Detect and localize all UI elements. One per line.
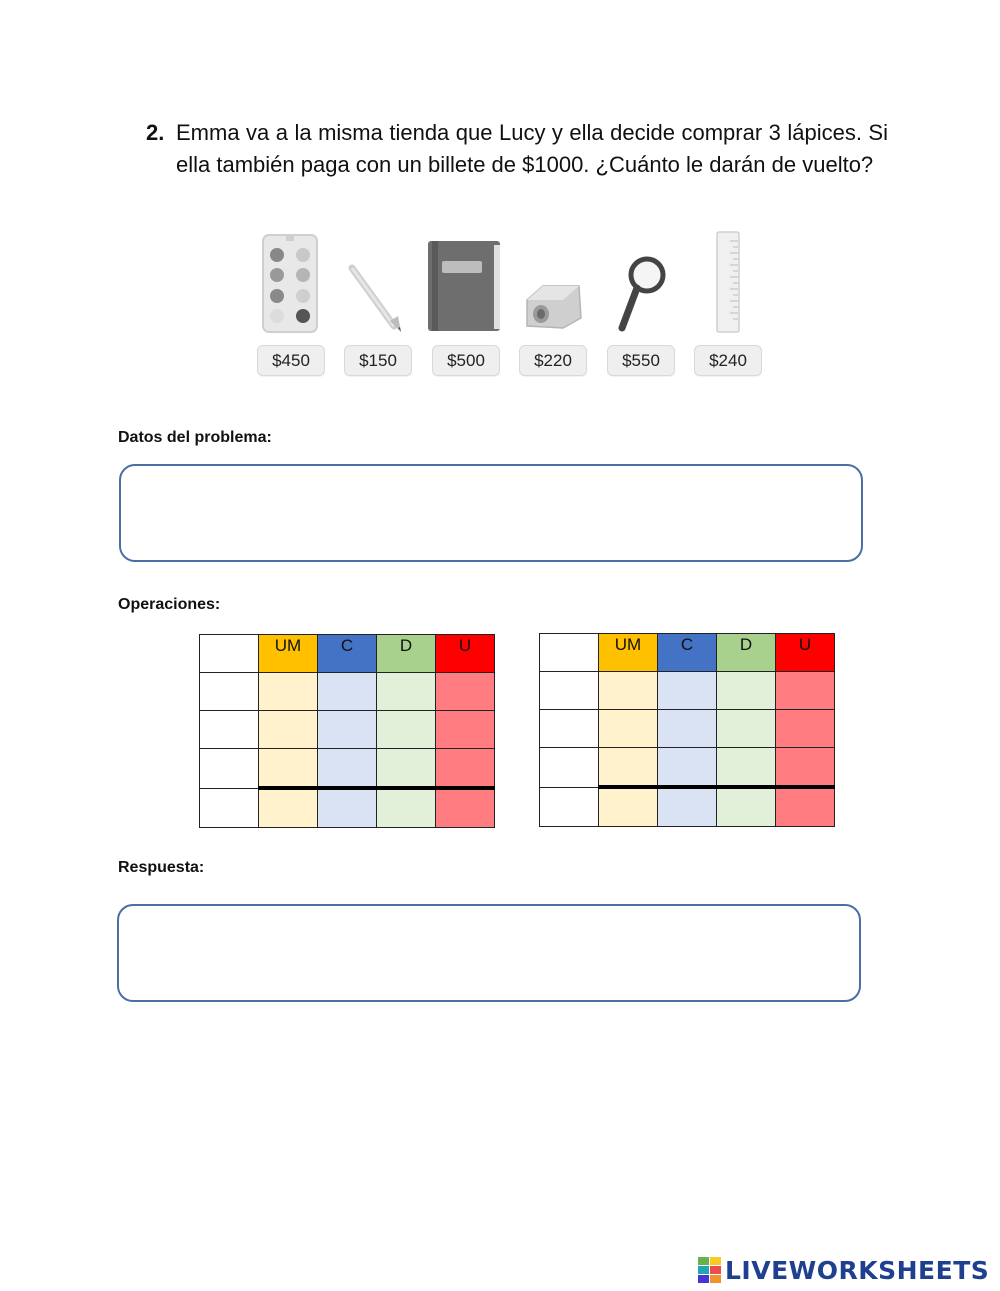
price-tag-palette: $450 xyxy=(257,345,325,376)
grid-cell[interactable] xyxy=(540,748,599,788)
result-cell[interactable] xyxy=(436,788,495,828)
header-um: UM xyxy=(259,635,318,673)
grid-cell[interactable] xyxy=(436,673,495,711)
place-value-grid-left xyxy=(199,634,495,828)
paint-palette-icon xyxy=(262,234,318,334)
grid-cell[interactable] xyxy=(318,749,377,789)
result-cell[interactable] xyxy=(658,787,717,827)
grid-cell[interactable] xyxy=(717,710,776,748)
grid-cell[interactable] xyxy=(318,711,377,749)
grid-cell[interactable] xyxy=(540,787,599,827)
grid-cell[interactable] xyxy=(377,749,436,789)
grid-cell[interactable] xyxy=(259,711,318,749)
header-c: C xyxy=(658,634,717,672)
logo-blocks-icon xyxy=(698,1257,722,1283)
grid-cell[interactable] xyxy=(259,673,318,711)
grid-cell[interactable] xyxy=(377,711,436,749)
question-text: Emma va a la misma tienda que Lucy y ella decide comprar 3 lápices. Si ella también paga con un billete de $1000. ¿Cuánto le darán de vuelto? xyxy=(176,120,888,177)
grid-cell[interactable] xyxy=(599,672,658,710)
grid-cell[interactable] xyxy=(540,710,599,748)
grid-cell[interactable] xyxy=(318,673,377,711)
grid-cell[interactable] xyxy=(200,788,259,828)
question-number: 2. xyxy=(146,120,165,145)
grid-cell[interactable] xyxy=(776,672,835,710)
price-tag-sharpener: $220 xyxy=(519,345,587,376)
header-um: UM xyxy=(599,634,658,672)
grid-cell[interactable] xyxy=(658,710,717,748)
operaciones-label: Operaciones: xyxy=(118,596,221,613)
header-d: D xyxy=(717,634,776,672)
grid-cell[interactable] xyxy=(200,749,259,789)
price-tag-ruler: $240 xyxy=(694,345,762,376)
grid-cell[interactable] xyxy=(658,672,717,710)
grid-cell[interactable] xyxy=(658,748,717,788)
magnifying-glass-icon xyxy=(616,254,672,334)
grid-cell[interactable] xyxy=(776,710,835,748)
header-d: D xyxy=(377,635,436,673)
grid-cell[interactable] xyxy=(717,672,776,710)
grid-cell[interactable] xyxy=(436,711,495,749)
grid-cell[interactable] xyxy=(599,748,658,788)
respuesta-label: Respuesta: xyxy=(118,859,205,876)
result-cell[interactable] xyxy=(776,787,835,827)
result-cell[interactable] xyxy=(259,788,318,828)
datos-input-box[interactable] xyxy=(119,464,863,562)
sharpener-icon xyxy=(523,280,583,332)
result-cell[interactable] xyxy=(318,788,377,828)
grid-cell[interactable] xyxy=(200,711,259,749)
result-cell[interactable] xyxy=(377,788,436,828)
grid-cell[interactable] xyxy=(540,672,599,710)
grid-cell[interactable] xyxy=(200,635,259,673)
place-value-grid-right xyxy=(539,633,835,827)
pencil-icon xyxy=(346,264,406,336)
logo-text: LIVEWORKSHEETS xyxy=(725,1255,990,1285)
header-c: C xyxy=(318,635,377,673)
grid-cell[interactable] xyxy=(717,748,776,788)
result-cell[interactable] xyxy=(717,787,776,827)
price-tag-magnifier: $550 xyxy=(607,345,675,376)
ruler-icon xyxy=(716,231,740,333)
header-u: U xyxy=(776,634,835,672)
grid-cell[interactable] xyxy=(377,673,436,711)
price-tag-notebook: $500 xyxy=(432,345,500,376)
datos-label: Datos del problema: xyxy=(118,429,272,446)
header-u: U xyxy=(436,635,495,673)
liveworksheets-logo xyxy=(698,1255,989,1285)
grid-cell[interactable] xyxy=(599,710,658,748)
respuesta-input-box[interactable] xyxy=(117,904,861,1002)
grid-cell[interactable] xyxy=(259,749,318,789)
grid-cell[interactable] xyxy=(540,634,599,672)
grid-cell[interactable] xyxy=(776,748,835,788)
grid-cell[interactable] xyxy=(200,673,259,711)
grid-cell[interactable] xyxy=(436,749,495,789)
notebook-icon xyxy=(428,241,502,333)
price-tag-pencil: $150 xyxy=(344,345,412,376)
result-cell[interactable] xyxy=(599,787,658,827)
